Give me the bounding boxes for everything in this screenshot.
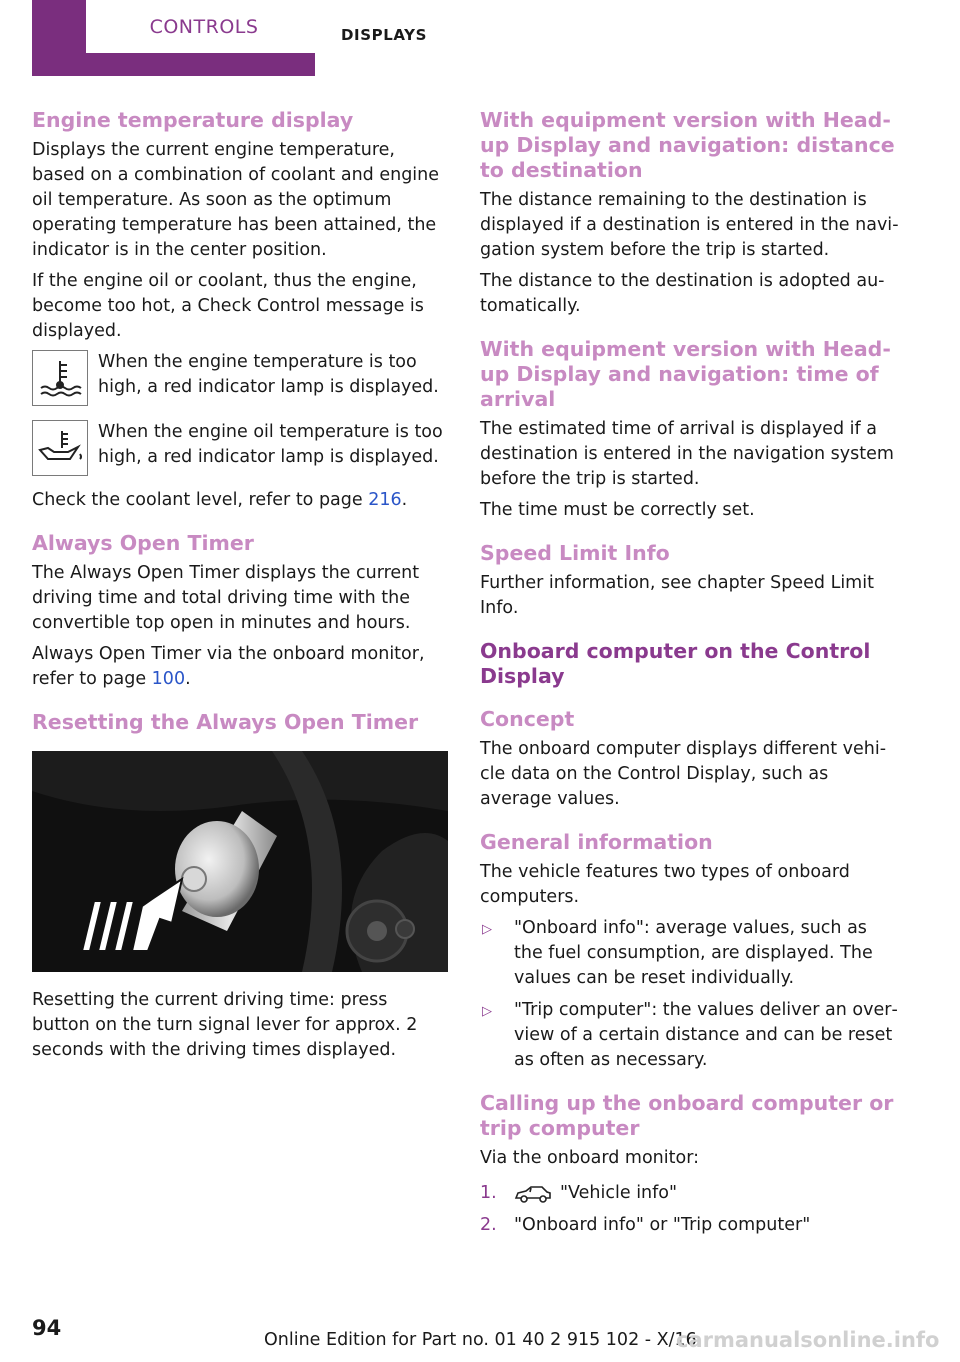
- steps-list: [480, 1181, 900, 1238]
- paragraph: Via the onboard monitor:: [480, 1148, 699, 1168]
- text: .: [401, 490, 408, 510]
- chapter-tab-active[interactable]: [86, 0, 322, 53]
- paragraph: The distance to the destination is adopted automatically.: [480, 271, 885, 316]
- chapter-tab-label: CONTROLS: [149, 15, 259, 38]
- list-item: [480, 916, 900, 991]
- heading-resetting-timer: Resetting the Always Open Timer: [32, 710, 419, 734]
- page-link-100[interactable]: 100: [151, 669, 186, 689]
- heading-concept: Concept: [480, 707, 575, 731]
- turn-signal-lever-photo: [32, 751, 448, 972]
- paragraph: The Always Open Timer displays the current driving time and total driving time with the convertible top open in minutes and hours.: [32, 563, 420, 633]
- list-item: [480, 998, 900, 1073]
- right-column: [480, 108, 900, 1245]
- lamp-row-oil-temp: [32, 420, 450, 476]
- list-item-text: "Onboard info" or "Trip computer": [514, 1215, 811, 1235]
- watermark: carmanualsonline.info: [676, 1328, 940, 1352]
- lamp-row-engine-temp: [32, 350, 450, 406]
- heading-hud-distance: With equipment version with Head-up Display and navigation: distance to destination: [480, 108, 895, 182]
- left-column: [32, 108, 450, 1069]
- heading-general-information: General information: [480, 830, 713, 854]
- paragraph: The vehicle features two types of onboard computers.: [480, 862, 850, 907]
- page-number: 94: [32, 1316, 62, 1340]
- list-item-text: "Vehicle info": [560, 1183, 678, 1203]
- heading-always-open-timer: Always Open Timer: [32, 531, 254, 555]
- page-link-216[interactable]: 216: [368, 490, 402, 510]
- paragraph: The time must be correctly set.: [480, 500, 755, 520]
- paragraph: The onboard computer displays different vehicle data on the Control Display, such as average values.: [480, 739, 887, 809]
- list-item-text: "Onboard info": average values, such as the fuel consumption, are displayed. The values can be reset individually.: [514, 918, 873, 988]
- paragraph: The estimated time of arrival is displayed if a destination is entered in the navigation system before the trip is started.: [480, 419, 894, 489]
- paragraph: If the engine oil or coolant, thus the engine, become too hot, a Check Control message is displayed.: [32, 271, 424, 341]
- heading-calling-up: Calling up the onboard computer or trip computer: [480, 1091, 894, 1140]
- heading-speed-limit: Speed Limit Info: [480, 541, 670, 565]
- chapter-tab-frame: [32, 0, 315, 76]
- vehicle-info-icon: [514, 1184, 552, 1204]
- oil-temperature-icon: [32, 420, 88, 476]
- list-item: [480, 1181, 900, 1206]
- paragraph: Further information, see chapter Speed Limit Info.: [480, 573, 874, 618]
- lamp-text: When the engine temperature is too high, a red indicator lamp is displayed.: [98, 352, 439, 397]
- bullet-list: [480, 916, 900, 1073]
- lamp-text: When the engine oil temperature is too high, a red indicator lamp is displayed.: [98, 422, 443, 467]
- section-tab-label[interactable]: DISPLAYS: [341, 26, 428, 44]
- heading-engine-temperature: Engine temperature display: [32, 108, 354, 132]
- heading-hud-arrival: With equipment version with Head-up Display and navigation: time of arrival: [480, 337, 891, 411]
- coolant-temperature-icon: [32, 350, 88, 406]
- photo-caption: Resetting the current driving time: press button on the turn signal lever for approx. 2 seconds with the driving times displayed.: [32, 990, 418, 1060]
- triangle-bullet-icon: ▷: [482, 1004, 492, 1019]
- paragraph: [32, 642, 450, 692]
- list-item-text: "Trip computer": the values deliver an overview of a certain distance and can be reset as often as necessary.: [514, 1000, 898, 1070]
- paragraph: [32, 488, 450, 513]
- text: Check the coolant level, refer to page: [32, 490, 369, 510]
- triangle-bullet-icon: ▷: [482, 922, 492, 937]
- edition-footer: Online Edition for Part no. 01 40 2 915 102 - X/16: [264, 1330, 697, 1350]
- heading-onboard-computer: Onboard computer on the Control Display: [480, 639, 871, 688]
- paragraph: The distance remaining to the destination is displayed if a destination is entered in the navigation system before the trip is started.: [480, 190, 899, 260]
- text: Always Open Timer via the onboard monitor, refer to page: [32, 644, 425, 689]
- step-number: 1.: [480, 1183, 497, 1203]
- step-number: 2.: [480, 1215, 497, 1235]
- text: .: [185, 669, 191, 689]
- paragraph: Displays the current engine temperature, based on a combination of coolant and engine oil temperature. As soon as the optimum operating temperature has been attained, the indicator is in the center position.: [32, 140, 440, 260]
- list-item: [480, 1213, 900, 1238]
